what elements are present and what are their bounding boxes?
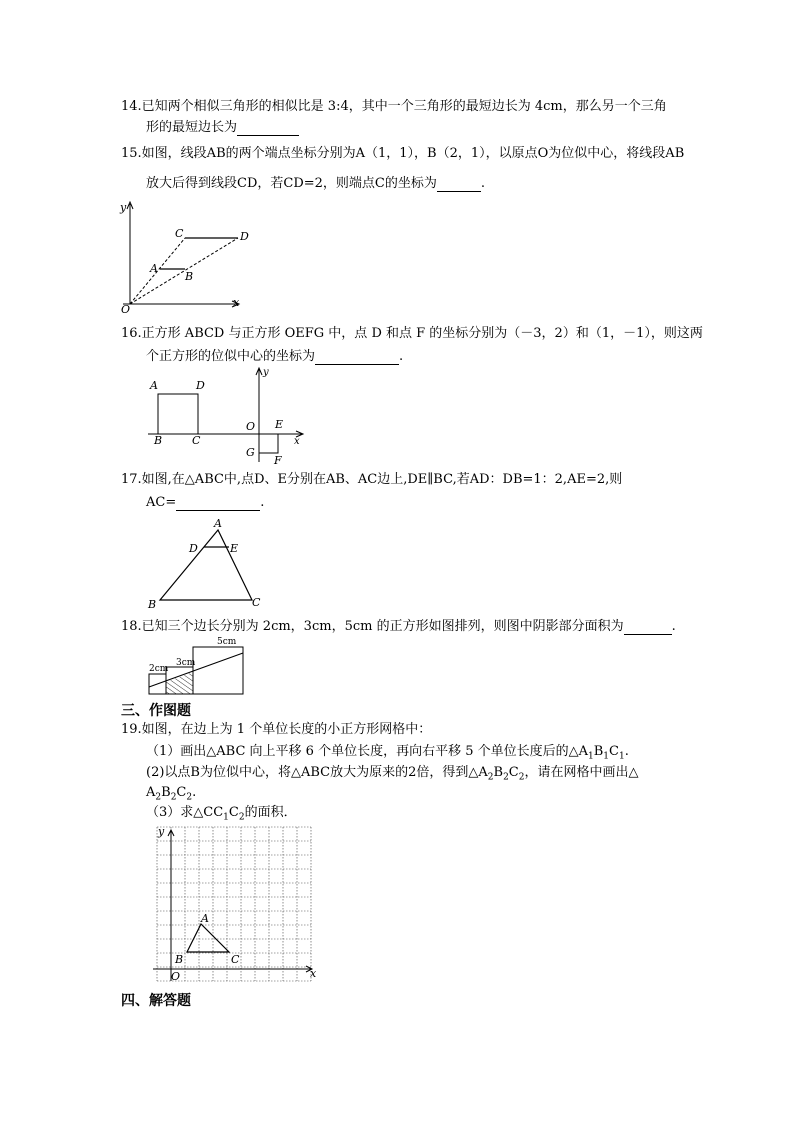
q15-label-x: x xyxy=(233,296,240,309)
q18-figure xyxy=(146,634,246,696)
q19-part2-text: (2)以点B为位似中心，将△ABC放大为原来的2倍，得到△A xyxy=(146,765,488,780)
answer-blank-14[interactable] xyxy=(237,123,299,136)
q15-figure xyxy=(115,196,250,316)
q19-part2-c: C xyxy=(508,765,519,780)
answer-blank-17[interactable] xyxy=(176,498,260,511)
q19-line1: 19.如图，在边上为 1 个单位长度的小正方形网格中： xyxy=(121,722,432,737)
q17-label-a: A xyxy=(214,517,222,530)
q19-part2-f: B xyxy=(161,785,171,800)
q16-end: . xyxy=(399,349,404,364)
q19-part3-b: C xyxy=(228,805,239,820)
q19-part2-end: . xyxy=(192,785,197,800)
square-oefg xyxy=(259,434,278,453)
q19-label-x: x xyxy=(310,967,317,980)
section-heading-4: 四、解答题 xyxy=(121,993,191,1009)
q16-label-o: O xyxy=(246,420,256,433)
q18-label-5cm: 5cm xyxy=(217,637,237,647)
q19-part2-g: C xyxy=(176,785,187,800)
subscript: 2 xyxy=(186,792,193,803)
q19-part1-c: C xyxy=(609,744,619,759)
q15-line2-text: 放大后得到线段CD，若CD=2，则端点C的坐标为 xyxy=(146,176,437,191)
q15-label-o: O xyxy=(121,303,131,316)
subscript: 1 xyxy=(223,812,229,823)
q17-label-d: D xyxy=(189,542,198,555)
q19-part1-end: . xyxy=(624,744,629,759)
q19-part2-d: ，请在网格中画出△ xyxy=(524,765,639,780)
subscript: 2 xyxy=(518,772,525,783)
q16-line2 xyxy=(146,349,403,365)
q16-line1: 16.正方形 ABCD 与正方形 OEFG 中，点 D 和点 F 的坐标分别为（－3，2）和（1，－1），则这两 xyxy=(121,326,703,341)
q16-label-a: A xyxy=(150,379,158,392)
q14-line1: 14.已知两个相似三角形的相似比是 3:4，其中一个三角形的最短边长为 4cm，那么另一个三角 xyxy=(121,99,667,114)
q18-label-2cm: 2cm xyxy=(149,664,169,674)
q19-part1 xyxy=(146,744,629,765)
q15-label-b: B xyxy=(185,270,194,283)
q15-label-y: y xyxy=(120,201,127,214)
q19-part3-c: 的面积． xyxy=(244,805,297,820)
q17-line2-text: AC= xyxy=(146,495,177,510)
q19-part2-e: A xyxy=(146,785,156,800)
q17-label-c: C xyxy=(252,596,261,609)
shaded-region xyxy=(166,672,193,694)
q18-line1-text: 18.已知三个边长分别为 2cm，3cm，5cm 的正方形如图排列，则图中阴影部分面积为 xyxy=(121,619,624,634)
subscript: 1 xyxy=(588,751,594,762)
square-5cm xyxy=(193,647,243,694)
answer-blank-15[interactable] xyxy=(437,179,481,192)
answer-blank-18[interactable] xyxy=(624,622,672,635)
subscript: 2 xyxy=(238,812,245,823)
q19-label-b: B xyxy=(175,953,184,966)
subscript: 1 xyxy=(618,751,625,762)
q19-part1-b: B xyxy=(593,744,604,759)
q19-part3 xyxy=(146,805,297,826)
q16-label-d: D xyxy=(196,379,205,392)
q18-end: . xyxy=(671,619,676,634)
q18-line1 xyxy=(121,619,676,635)
q19-part3-text: （3）求△CC xyxy=(146,805,224,820)
subscript: 2 xyxy=(503,772,509,783)
q16-label-y: y xyxy=(263,367,269,378)
q15-label-a: A xyxy=(150,262,158,275)
triangle-abc-grid xyxy=(187,924,229,952)
q16-label-x: x xyxy=(294,436,300,447)
subscript: 2 xyxy=(487,772,494,783)
q19-part1-text: （1）画出△ABC 向上平移 6 个单位长度，再向右平移 5 个单位长度后的△A xyxy=(146,744,588,759)
q16-line2-text: 个正方形的位似中心的坐标为 xyxy=(146,349,316,364)
q15-dash-od xyxy=(130,238,238,304)
subscript: 1 xyxy=(603,751,610,762)
subscript: 2 xyxy=(155,792,162,803)
q15-label-c: C xyxy=(175,227,184,240)
square-abcd xyxy=(158,394,198,434)
q14-line2 xyxy=(146,120,299,136)
q19-label-y: y xyxy=(158,825,165,838)
q17-line2 xyxy=(146,495,264,511)
q17-label-b: B xyxy=(148,598,157,611)
q19-part2-b: B xyxy=(493,765,504,780)
q16-label-b: B xyxy=(154,434,163,447)
q15-line1: 15.如图，线段AB的两个端点坐标分别为A（1，1），B（2，1），以原点O为位似中心，将线段AB xyxy=(121,146,685,161)
q19-part2 xyxy=(146,765,638,786)
q18-label-3cm: 3cm xyxy=(176,658,196,668)
q14-line2-text: 形的最短边长为 xyxy=(146,120,238,135)
subscript: 2 xyxy=(170,792,177,803)
q15-line2 xyxy=(146,176,485,192)
q19-label-a: A xyxy=(201,912,209,925)
q16-label-f: F xyxy=(274,454,282,467)
q16-label-c: C xyxy=(192,434,201,447)
answer-blank-16[interactable] xyxy=(315,352,399,365)
section-heading-3: 三、作图题 xyxy=(121,703,191,719)
q17-end: . xyxy=(260,495,265,510)
q17-line1: 17.如图,在△ABC中,点D、E分别在AB、AC边上,DE∥BC,若AD：DB=1：2,AE=2,则 xyxy=(121,472,623,487)
q15-label-d: D xyxy=(240,230,249,243)
q16-label-e: E xyxy=(275,418,284,431)
q19-part2-cont xyxy=(146,785,196,806)
q16-label-g: G xyxy=(246,446,255,459)
q16-figure xyxy=(145,364,310,467)
q19-label-c: C xyxy=(231,953,240,966)
q19-grid-figure[interactable] xyxy=(146,825,318,983)
q17-label-e: E xyxy=(230,542,239,555)
q17-figure xyxy=(146,514,276,610)
q19-label-o: O xyxy=(171,970,181,983)
q15-end: . xyxy=(480,176,485,191)
triangle-abc xyxy=(160,530,252,600)
